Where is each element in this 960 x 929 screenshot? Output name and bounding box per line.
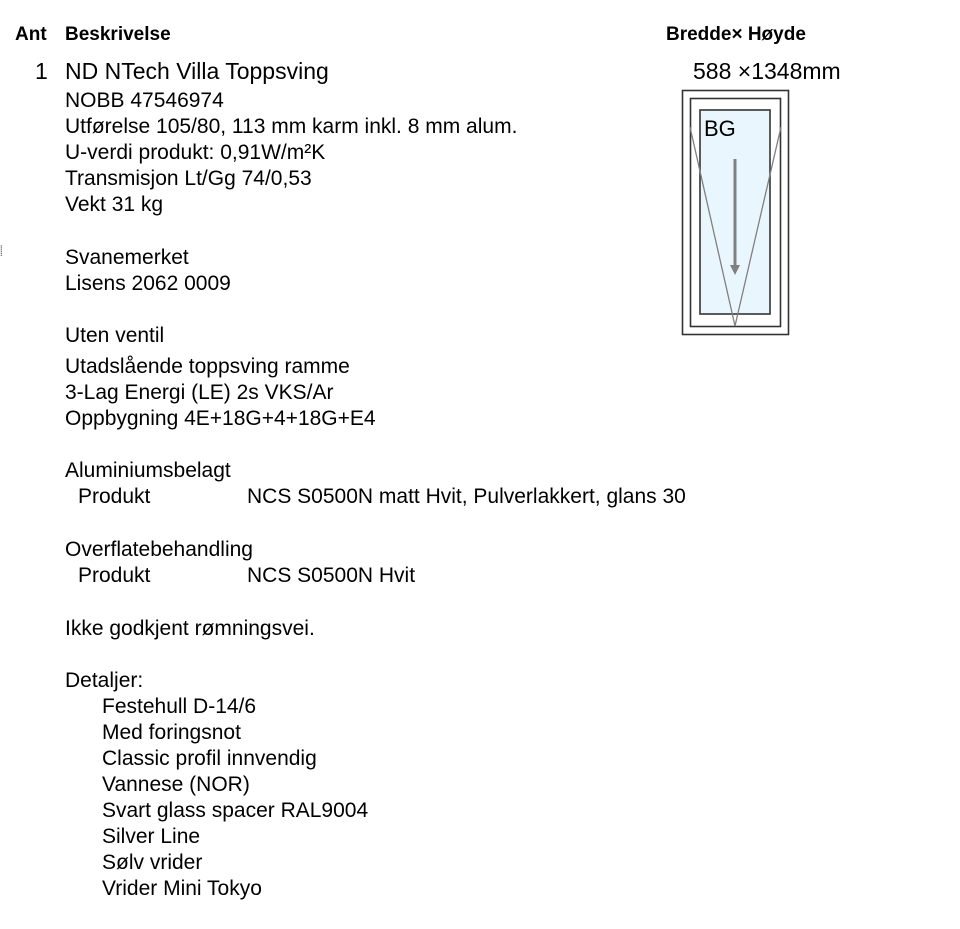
escape-note: Ikke godkjent rømningsvei. xyxy=(65,617,315,640)
spec-line: NOBB 47546974 xyxy=(65,89,224,112)
frame-line: Utadslående toppsving ramme xyxy=(65,355,350,378)
details-heading: Detaljer: xyxy=(65,669,144,692)
surface-label: Produkt xyxy=(78,564,151,587)
detail-item: Silver Line xyxy=(102,825,201,848)
frame-line: 3-Lag Energi (LE) 2s VKS/Ar xyxy=(65,381,334,404)
item-title: ND NTech Villa Toppsving xyxy=(65,58,329,84)
detail-item: Svart glass spacer RAL9004 xyxy=(102,799,369,822)
detail-item: Classic profil innvendig xyxy=(102,747,317,770)
detail-item: Vannese (NOR) xyxy=(102,773,250,796)
surface-value: NCS S0500N Hvit xyxy=(247,564,416,587)
surface-heading: Overflatebehandling xyxy=(65,538,253,561)
details-list xyxy=(102,694,368,902)
spec-block xyxy=(65,88,517,218)
item-dimensions: 588 ×1348mm xyxy=(693,58,841,84)
spec-line: Vekt 31 kg xyxy=(65,193,164,216)
aluminium-label: Produkt xyxy=(78,485,151,508)
window-drawing xyxy=(681,89,793,339)
eco-line: Lisens 2062 0009 xyxy=(65,272,231,295)
aluminium-value: NCS S0500N matt Hvit, Pulverlakkert, glans 30 xyxy=(247,485,686,508)
spec-line: Transmisjon Lt/Gg 74/0,53 xyxy=(65,167,312,190)
detail-item: Sølv vrider xyxy=(102,851,203,874)
item-quantity: 1 xyxy=(35,58,48,84)
header-beskrivelse: Beskrivelse xyxy=(65,24,171,45)
header-dimensions: Bredde× Høyde xyxy=(666,24,806,45)
frame-line: Oppbygning 4E+18G+4+18G+E4 xyxy=(65,407,376,430)
eco-block xyxy=(65,245,231,297)
eco-line: Svanemerket xyxy=(65,246,189,269)
frame-block xyxy=(65,354,376,432)
detail-item: Med foringsnot xyxy=(102,721,241,744)
ventil-text: Uten ventil xyxy=(65,324,165,347)
drawing-label: BG xyxy=(704,116,736,141)
edge-mark: ⸽ xyxy=(0,246,3,257)
aluminium-heading: Aluminiumsbelagt xyxy=(65,459,231,482)
detail-item: Vrider Mini Tokyo xyxy=(102,877,262,900)
header-ant: Ant xyxy=(15,24,47,45)
detail-item: Festehull D-14/6 xyxy=(102,695,257,718)
spec-line: Utførelse 105/80, 113 mm karm inkl. 8 mm alum. xyxy=(65,115,518,138)
spec-line: U-verdi produkt: 0,91W/m²K xyxy=(65,141,326,164)
